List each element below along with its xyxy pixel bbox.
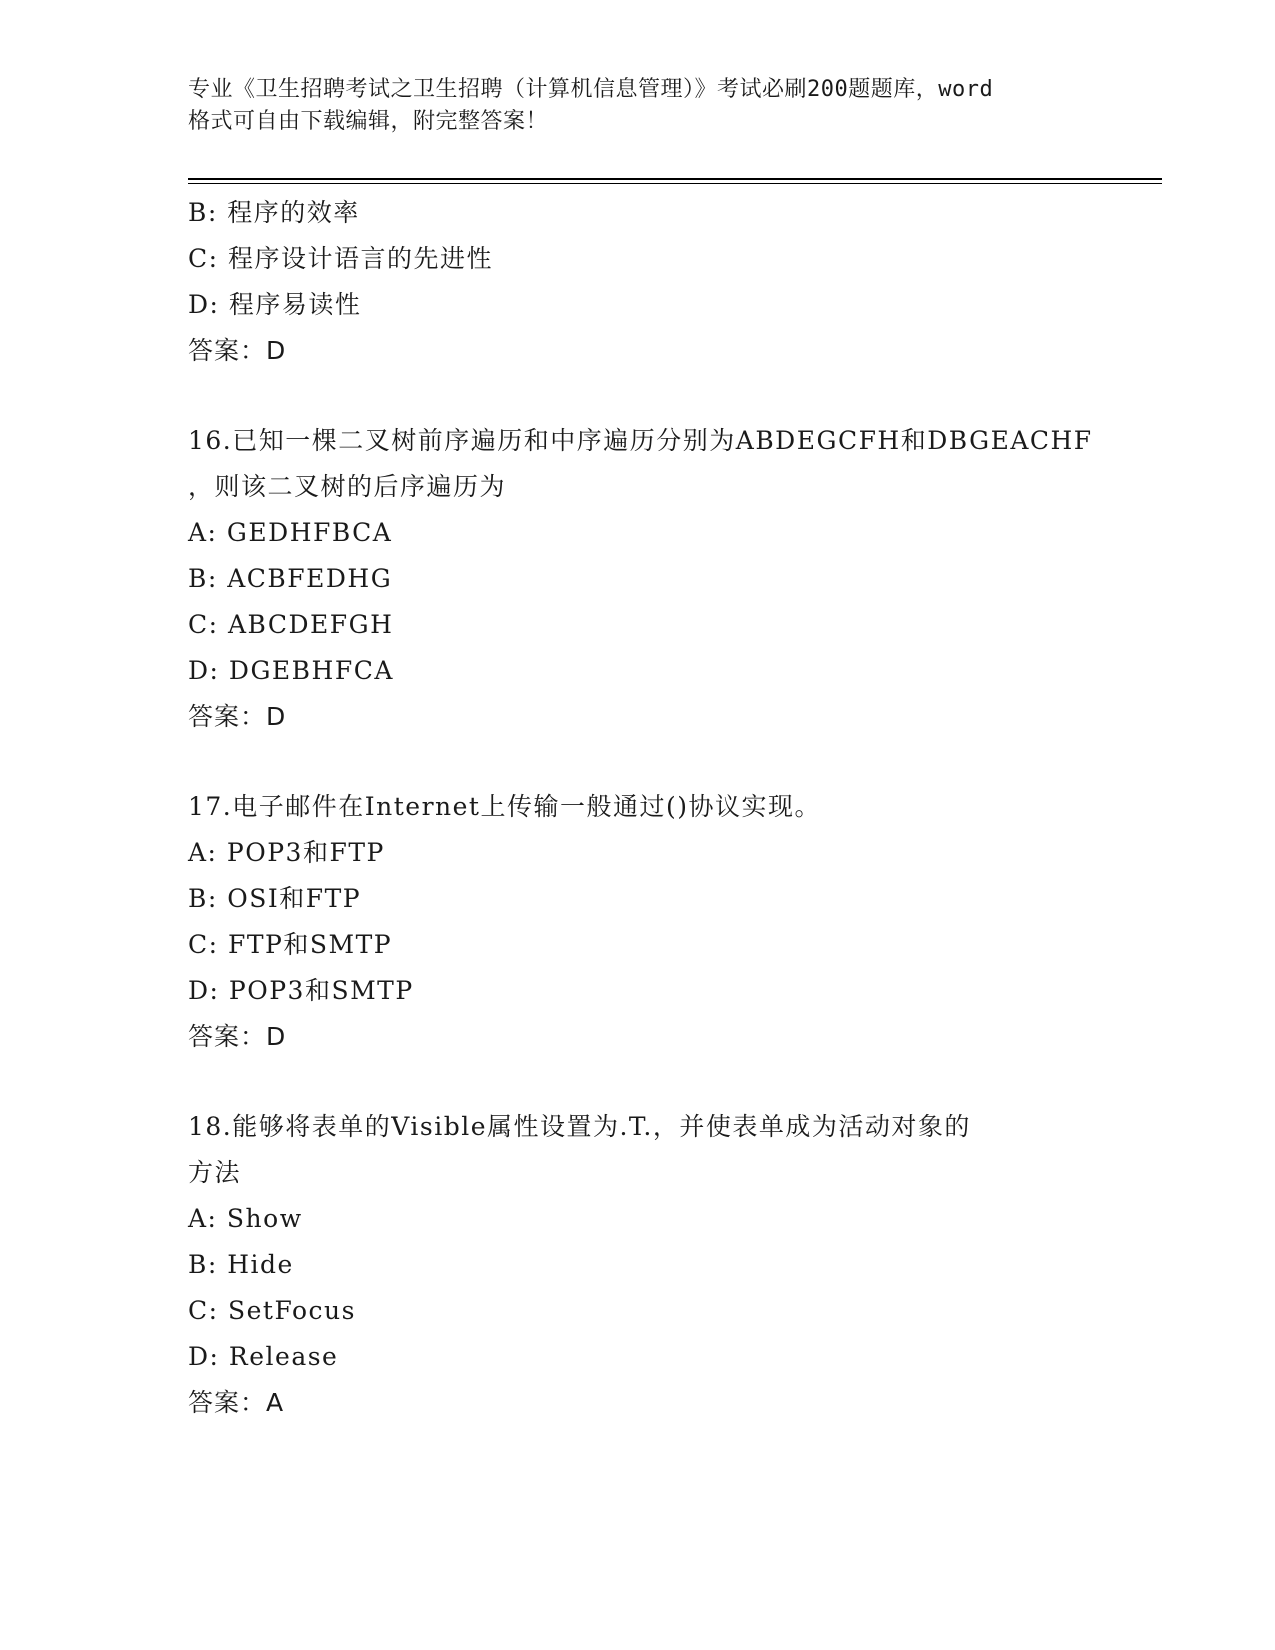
question-list: [188, 190, 1093, 1426]
document-header: [188, 74, 1088, 138]
spacer: [188, 1060, 1088, 1104]
answer-line: 答案：A: [188, 1388, 285, 1417]
option-c: C: SetFocus: [188, 1296, 356, 1325]
option-b: B: ACBFEDHG: [188, 564, 393, 593]
question-17: [188, 784, 1088, 1060]
option-c: C: ABCDEFGH: [188, 610, 394, 639]
option-b: B: Hide: [188, 1250, 294, 1279]
spacer: [188, 740, 1088, 784]
option-d: D: POP3和SMTP: [188, 976, 414, 1005]
option-b: B: OSI和FTP: [188, 884, 362, 913]
header-title-line-1: 专业《卫生招聘考试之卫生招聘（计算机信息管理）》考试必刷200题题库，word: [188, 77, 994, 102]
option-a: A: Show: [188, 1204, 303, 1233]
option-c: C: 程序设计语言的先进性: [188, 244, 493, 273]
question-18: [188, 1104, 1088, 1426]
spacer: [188, 374, 1088, 418]
question-text-line-1: 16.已知一棵二叉树前序遍历和中序遍历分别为ABDEGCFH和DBGEACHF: [188, 426, 1093, 455]
question-text-line-1: 18.能够将表单的Visible属性设置为.T.，并使表单成为活动对象的: [188, 1112, 971, 1141]
question-text-line-1: 17.电子邮件在Internet上传输一般通过()协议实现。: [188, 792, 821, 821]
option-a: A: POP3和FTP: [188, 838, 385, 867]
header-divider-thick: [188, 178, 1162, 180]
answer-line: 答案：D: [188, 1022, 287, 1051]
header-divider-thin: [188, 183, 1162, 184]
option-c: C: FTP和SMTP: [188, 930, 393, 959]
option-b: B: 程序的效率: [188, 198, 360, 227]
header-title-line-2: 格式可自由下载编辑，附完整答案！: [188, 109, 549, 134]
question-text-line-2: 方法: [188, 1158, 242, 1187]
question-15-partial: [188, 190, 1088, 374]
option-d: D: 程序易读性: [188, 290, 362, 319]
option-d: D: DGEBHFCA: [188, 656, 394, 685]
answer-line: 答案：D: [188, 336, 287, 365]
question-text-line-2: ，则该二叉树的后序遍历为: [188, 472, 507, 501]
option-d: D: Release: [188, 1342, 339, 1371]
answer-line: 答案：D: [188, 702, 287, 731]
option-a: A: GEDHFBCA: [188, 518, 393, 547]
question-16: [188, 418, 1093, 740]
